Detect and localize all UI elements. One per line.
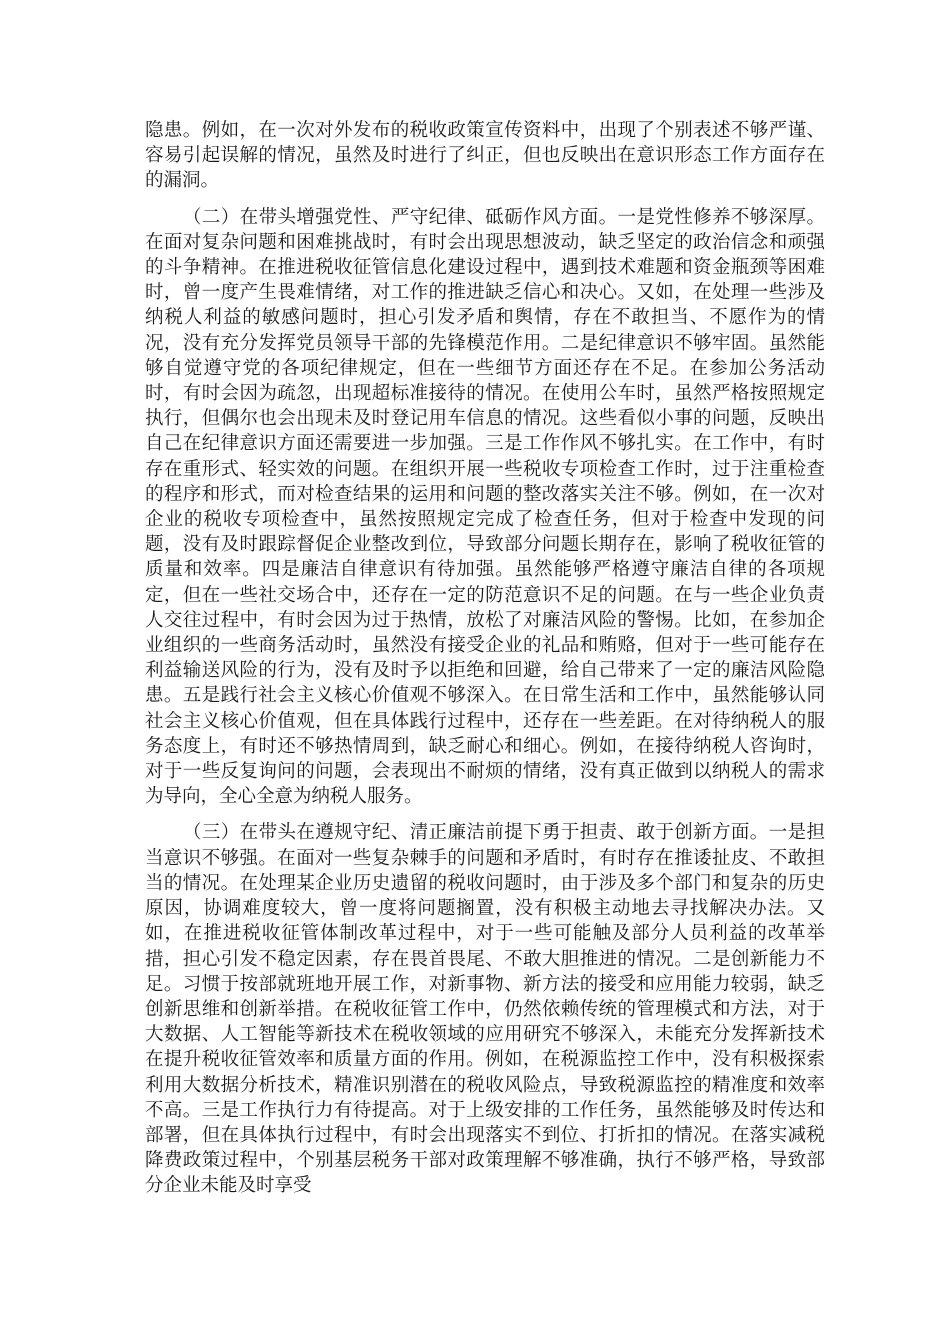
document-page	[145, 118, 825, 1199]
paragraph-gap	[145, 194, 825, 205]
paragraph-continuation: 隐患。例如，在一次对外发布的税收政策宣传资料中，出现了个别表述不够严谨、容易引起误解的情况，虽然及时进行了纠正，但也反映出在意识形态工作方面存在的漏洞。	[145, 120, 825, 192]
paragraph-gap	[145, 809, 825, 820]
paragraph-section-two: （二）在带头增强党性、严守纪律、砥砺作风方面。一是党性修养不够深厚。在面对复杂问题和困难挑战时，有时会出现思想波动，缺乏坚定的政治信念和顽强的斗争精神。在推进税收征管信息化建设过程中，遇到技术难题和资金瓶颈等困难时，曾一度产生畏难情绪，对工作的推进缺乏信心和决心。又如，在处理一些涉及纳税人利益的敏感问题时，担心引发矛盾和舆情，存在不敢担当、不愿作为的情况，没有充分发挥党员领导干部的先锋模范作用。二是纪律意识不够牢固。虽然能够自觉遵守党的各项纪律规定，但在一些细节方面还存在不足。在参加公务活动时，有时会因为疏忽，出现超标准接待的情况。在使用公车时，虽然严格按照规定执行，但偶尔也会出现未及时登记用车信息的情况。这些看似小事的问题，反映出自己在纪律意识方面还需要进一步加强。三是工作作风不够扎实。在工作中，有时存在重形式、轻实效的问题。在组织开展一些税收专项检查工作时，过于注重检查的程序和形式，而对检查结果的运用和问题的整改落实关注不够。例如，在一次对企业的税收专项检查中，虽然按照规定完成了检查任务，但对于检查中发现的问题，没有及时跟踪督促企业整改到位，导致部分问题长期存在，影响了税收征管的质量和效率。四是廉洁自律意识有待加强。虽然能够严格遵守廉洁自律的各项规定，但在一些社交场合中，还存在一定的防范意识不足的问题。在与一些企业负责人交往过程中，有时会因为过于热情，放松了对廉洁风险的警惕。比如，在参加企业组织的一些商务活动时，虽然没有接受企业的礼品和贿赂，但对于一些可能存在利益输送风险的行为，没有及时予以拒绝和回避，给自己带来了一定的廉洁风险隐患。五是践行社会主义核心价值观不够深入。在日常生活和工作中，虽然能够认同社会主义核心价值观，但在具体践行过程中，还存在一些差距。在对待纳税人的服务态度上，有时还不够热情周到，缺乏耐心和细心。例如，在接待纳税人咨询时，对于一些反复询问的问题，会表现出不耐烦的情绪，没有真正做到以纳税人的需求为导向，全心全意为纳税人服务。	[145, 206, 825, 808]
paragraph-section-three: （三）在带头在遵规守纪、清正廉洁前提下勇于担责、敢于创新方面。一是担当意识不够强。在面对一些复杂棘手的问题和矛盾时，有时存在推诿扯皮、不敢担当的情况。在处理某企业历史遗留的税收问题时，由于涉及多个部门和复杂的历史原因，协调难度较大，曾一度将问题搁置，没有积极主动地去寻找解决办法。又如，在推进税收征管体制改革过程中，对于一些可能触及部分人员利益的改革举措，担心引发不稳定因素，存在畏首畏尾、不敢大胆推进的情况。二是创新能力不足。习惯于按部就班地开展工作，对新事物、新方法的接受和应用能力较弱，缺乏创新思维和创新举措。在税收征管工作中，仍然依赖传统的管理模式和方法，对于大数据、人工智能等新技术在税收领域的应用研究不够深入，未能充分发挥新技术在提升税收征管效率和质量方面的作用。例如，在税源监控工作中，没有积极探索利用大数据分析技术，精准识别潜在的税收风险点，导致税源监控的精准度和效率不高。三是工作执行力有待提高。对于上级安排的工作任务，虽然能够及时传达和部署，但在具体执行过程中，有时会出现落实不到位、打折扣的情况。在落实减税降费政策过程中，个别基层税务干部对政策理解不够准确，执行不够严格，导致部分企业未能及时享受	[145, 822, 825, 1197]
